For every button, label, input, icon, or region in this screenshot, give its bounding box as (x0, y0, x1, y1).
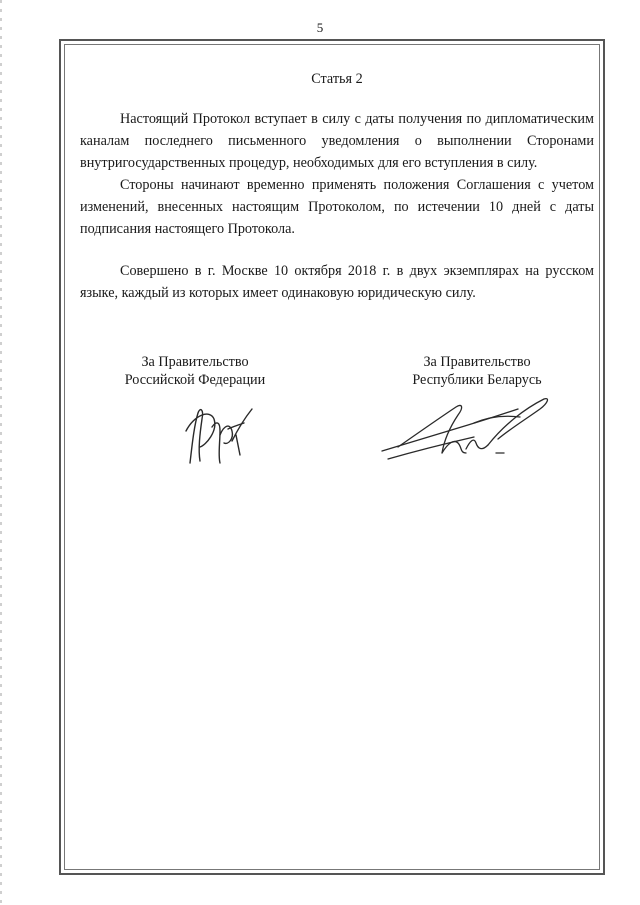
document-body (80, 68, 594, 304)
signatory-belarus-line1: За Правительство (423, 354, 531, 370)
signatory-belarus (362, 353, 592, 389)
signature-russia (180, 401, 260, 471)
signature-belarus (378, 393, 554, 469)
paragraph-done-at: Совершено в г. Москве 10 октября 2018 г. в двух экземплярах на русском языке, каждый из которых имеет одинаковую юридическую силу. (80, 263, 594, 301)
scan-edge (0, 0, 2, 905)
paragraph-provisional-application: Стороны начинают временно применять положения Соглашения с учетом изменений, внесенных настоящим Протоколом, по истечении 10 дней с даты подписания настоящего Протокола. (80, 177, 594, 237)
article-title: Статья 2 (311, 71, 363, 87)
signatory-russia (80, 353, 310, 389)
signatory-russia-line2: Российской Федерации (124, 372, 266, 388)
page-number: 5 (316, 20, 324, 35)
signatory-belarus-line2: Республики Беларусь (412, 372, 542, 388)
signatory-russia-line1: За Правительство (141, 354, 249, 370)
paragraph-entry-into-force: Настоящий Протокол вступает в силу с даты получения по дипломатическим каналам последнего письменного уведомления о выполнении Сторонами внутригосударственных процедур, необходимых для его вступления в силу. (80, 111, 594, 171)
signature-block (80, 353, 594, 483)
